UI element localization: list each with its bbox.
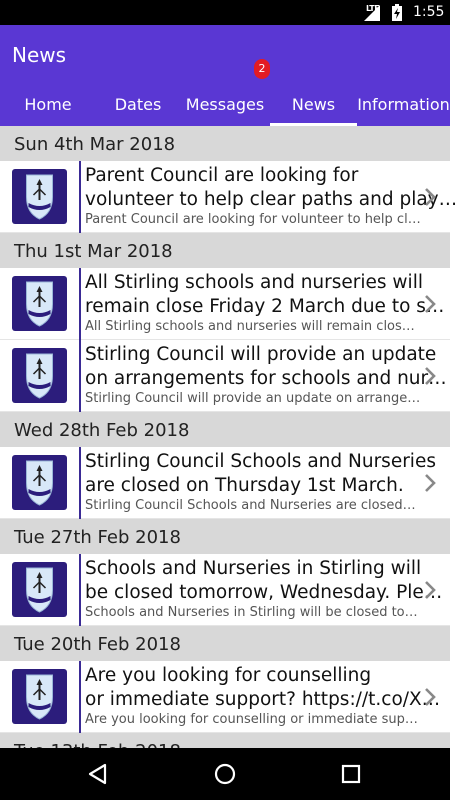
date-header: Tue 20th Feb 2018 — [0, 626, 450, 661]
messages-badge: 2 — [254, 59, 270, 79]
network-type: LTE — [366, 4, 380, 13]
school-logo — [12, 562, 67, 617]
school-logo — [12, 455, 67, 510]
item-snippet: All Stirling schools and nurseries will remain clos… — [85, 319, 415, 334]
list-item[interactable] — [0, 447, 450, 519]
chevron-right-icon — [424, 366, 436, 386]
list-item[interactable] — [0, 661, 450, 733]
tab-information[interactable]: Information — [357, 95, 450, 114]
tab-bar — [0, 89, 450, 126]
school-logo — [12, 669, 67, 724]
list-item[interactable] — [0, 554, 450, 626]
date-header: Wed 28th Feb 2018 — [0, 412, 450, 447]
item-snippet: Are you looking for counselling or immediate sup… — [85, 712, 418, 727]
app-bar — [0, 25, 450, 126]
page-title: News — [12, 43, 67, 67]
status-bar — [0, 0, 450, 25]
item-divider — [79, 661, 81, 733]
chevron-right-icon — [424, 294, 436, 314]
item-divider — [79, 447, 81, 519]
tab-dates[interactable]: Dates — [114, 95, 162, 114]
school-logo — [12, 348, 67, 403]
date-header: Sun 4th Mar 2018 — [0, 126, 450, 161]
home-icon[interactable] — [213, 762, 237, 786]
tab-news[interactable]: News — [291, 95, 336, 114]
item-snippet: Parent Council are looking for volunteer to help cl… — [85, 212, 421, 227]
list-item[interactable] — [0, 340, 450, 412]
item-divider — [79, 161, 81, 233]
item-divider — [79, 340, 81, 412]
item-title: Schools and Nurseries in Stirling will be closed tomorrow, Wednesday. Ple… — [85, 558, 443, 603]
battery-icon — [392, 4, 402, 21]
chevron-right-icon — [424, 687, 436, 707]
item-snippet: Stirling Council will provide an update on arrange… — [85, 391, 421, 406]
tab-home[interactable]: Home — [24, 95, 72, 114]
item-divider — [79, 268, 81, 340]
date-header: Tue 27th Feb 2018 — [0, 519, 450, 554]
chevron-right-icon — [424, 473, 436, 493]
news-list[interactable] — [0, 126, 457, 748]
item-title: Are you looking for counselling or immediate support? https://t.co/X… — [85, 665, 441, 710]
school-logo — [12, 169, 67, 224]
item-title: Parent Council are looking for volunteer to help clear paths and play… — [85, 165, 457, 210]
tab-messages[interactable]: Messages — [185, 95, 265, 114]
school-logo — [12, 276, 67, 331]
list-item[interactable] — [0, 161, 457, 233]
date-header: Thu 1st Mar 2018 — [0, 233, 450, 268]
back-icon[interactable] — [86, 762, 110, 786]
item-title: Stirling Council will provide an update on arrangements for schools and nur… — [85, 344, 447, 389]
clock: 1:55 — [413, 4, 445, 20]
chevron-right-icon — [424, 187, 436, 207]
recent-apps-icon[interactable] — [339, 762, 363, 786]
item-title: All Stirling schools and nurseries will remain close Friday 2 March due to s… — [85, 272, 445, 317]
list-item[interactable] — [0, 268, 450, 340]
chevron-right-icon — [424, 580, 436, 600]
item-title: Stirling Council Schools and Nurseries are closed on Thursday 1st March. — [85, 451, 436, 496]
item-snippet: Schools and Nurseries in Stirling will be closed to… — [85, 605, 418, 620]
item-divider — [79, 554, 81, 626]
system-nav-bar — [0, 748, 450, 800]
item-snippet: Stirling Council Schools and Nurseries are closed… — [85, 498, 416, 513]
